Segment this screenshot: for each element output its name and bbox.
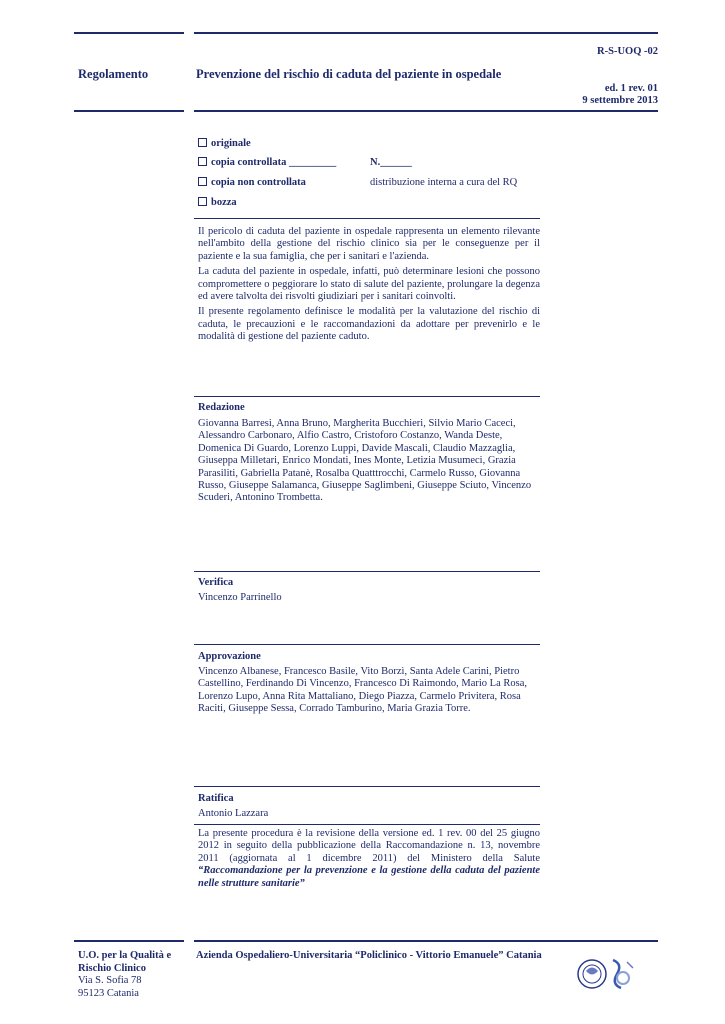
footer-rule-left: [74, 940, 184, 942]
ratifica-note-text: La presente procedura è la revisione della versione ed. 1 rev. 00 del 25 giugno 2012 in seguito della pubblicazione della Raccomandazione n. 13, novembre 2011 (aggiornata al 1 dicembre 2011) del Ministero della Salute: [198, 828, 540, 864]
ratifica-names: Antonio Lazzara: [198, 808, 269, 819]
ratifica-rule: [194, 786, 540, 787]
option-copia-controllata: copia controllata _________: [198, 157, 336, 168]
footer-address-1: Via S. Sofia 78: [78, 975, 142, 986]
hospital-logo-icon: [577, 954, 637, 994]
footer-address-2: 95123 Catania: [78, 987, 139, 999]
top-rule-left: [74, 32, 184, 34]
ratifica-note-rule: [194, 824, 540, 825]
redazione-names: Giovanna Barresi, Anna Bruno, Margherita Bucchieri, Silvio Mario Caceci, Alessandro Carbonaro, Alfio Castro, Cristoforo Costanzo, Wanda Deste, Domenica Di Guardo, Lorenzo Luppi, Davide Mascali, Claudio Mazzaglia, Giuseppa Milletari, Enrico Mondati, Ines Monte, Letizia Musumeci, Grazia Parasiliti, Gabriella Patanè, Rosalba Quatttrocchi, Carmelo Russo, Giovanna Russo, Giuseppe Salamanca, Giuseppe Saglimbeni, Giuseppe Sciuto, Vincenzo Scuderi, Antonino Trombetta.: [198, 418, 532, 504]
approvazione-title: Approvazione: [198, 651, 261, 662]
intro-text: [198, 226, 540, 344]
checkbox-icon: [198, 157, 207, 166]
page-title: Prevenzione del rischio di caduta del paziente in ospedale: [196, 67, 502, 81]
redazione-rule: [194, 396, 540, 397]
checkbox-icon: [198, 177, 207, 186]
ratifica-title: Ratifica: [198, 793, 234, 804]
intro-paragraph-1: Il pericolo di caduta del paziente in ospedale rappresenta un elemento rilevante nell'ambito della gestione del rischio clinico sia per le conseguenze per il paziente e la sua famiglia, che per i sanitari e l'azienda.: [198, 226, 540, 262]
header-rule-left: [74, 110, 184, 112]
intro-rule: [194, 218, 540, 219]
approvazione-rule: [194, 644, 540, 645]
top-rule-right: [194, 32, 658, 34]
footer-rule-right: [194, 940, 658, 942]
footer-uo-line1: U.O. per la Qualità e: [78, 950, 172, 961]
intro-paragraph-3: Il presente regolamento definisce le modalità per la valutazione del rischio di caduta, le precauzioni e le raccomandazioni da adottare per prevenirlo e le modalità di gestione del paziente caduto.: [198, 306, 540, 343]
footer-azienda: Azienda Ospedaliero-Universitaria “Policlinico - Vittorio Emanuele” Catania: [196, 950, 542, 961]
verifica-rule: [194, 571, 540, 572]
date: 9 settembre 2013: [582, 95, 658, 106]
copia-controllata-number: N.______: [370, 157, 412, 168]
option-bozza: bozza: [198, 197, 237, 208]
edition: ed. 1 rev. 01: [604, 83, 658, 94]
footer-uo: [78, 950, 188, 1000]
option-originale: originale: [198, 138, 251, 149]
redazione-title: Redazione: [198, 402, 245, 413]
option-copia-non-controllata: copia non controllata: [198, 177, 306, 188]
verifica-title: Verifica: [198, 577, 234, 588]
header-rule-right: [194, 110, 658, 112]
ratifica-note: [198, 828, 540, 890]
verifica-names: Vincenzo Parrinello: [198, 592, 282, 603]
intro-paragraph-2: La caduta del paziente in ospedale, infatti, può determinare lesioni che possono compromettere o peggiorare lo stato di salute del paziente, prolungare la degenza ed avere talvolta dei risvolti giudiziari per i sanitari coinvolti.: [198, 266, 540, 303]
doc-code: R-S-UOQ -02: [597, 46, 658, 57]
checkbox-icon: [198, 197, 207, 206]
distribuzione-note: distribuzione interna a cura del RQ: [370, 177, 518, 188]
doc-type: Regolamento: [78, 67, 149, 81]
checkbox-icon: [198, 138, 207, 147]
ratifica-note-reference: “Raccomandazione per la prevenzione e la gestione della caduta del paziente nelle strutture sanitarie”: [198, 865, 540, 889]
approvazione-names: Vincenzo Albanese, Francesco Basile, Vito Borzì, Santa Adele Carini, Pietro Castellino, Ferdinando Di Vincenzo, Francesco Di Raimondo, Mario La Rosa, Lorenzo Lupo, Anna Rita Mattaliano, Diego Piazza, Carmelo Privitera, Rosa Raciti, Giuseppe Sessa, Corrado Tamburino, Maria Grazia Torre.: [198, 666, 527, 715]
footer-uo-line2: Rischio Clinico: [78, 962, 146, 974]
